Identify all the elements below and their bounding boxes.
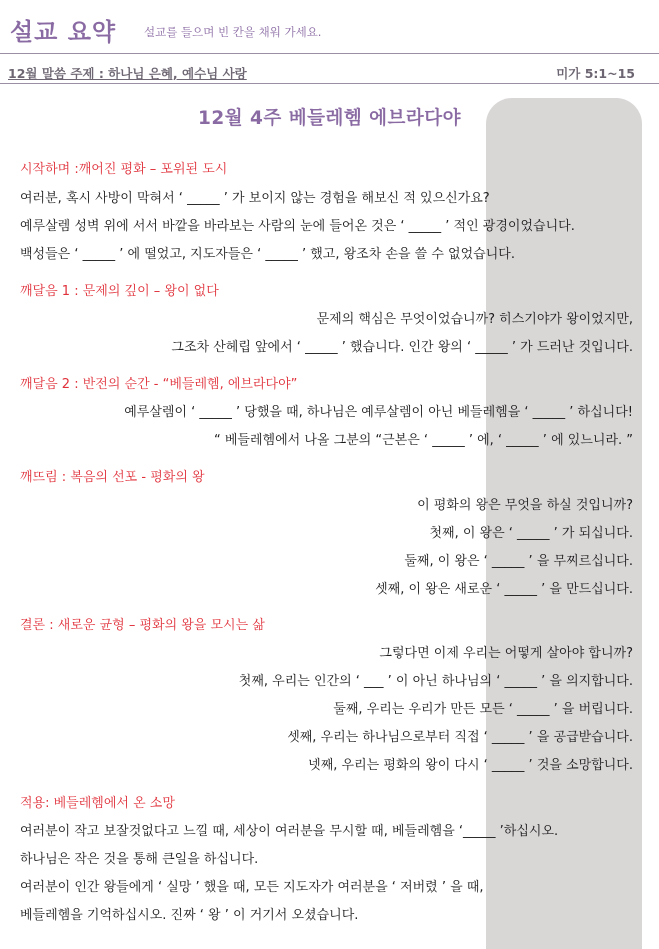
page-subtitle: 설교를 들으며 빈 칸을 채워 가세요. — [144, 25, 322, 39]
application-line-1: 여러분이 작고 보잘것없다고 느낄 때, 세상이 여러분을 무시할 때, 베들레헴을 ‘_____ ’하십시오. — [20, 824, 559, 839]
conclusion-line-1: 그렇다면 이제 우리는 어떻게 살아야 합니까? — [379, 646, 633, 661]
header — [0, 0, 659, 56]
scripture-reference: 미가 5:1~15 — [556, 66, 635, 81]
awakening-line-1: 이 평화의 왕은 무엇을 하실 것입니까? — [417, 498, 633, 513]
conclusion-line-5: 넷째, 우리는 평화의 왕이 다시 ‘ _____ ’ 것을 소망합니다. — [308, 758, 633, 773]
section-heading-insight1: 깨달음 1 : 문제의 깊이 – 왕이 없다 — [20, 284, 219, 299]
monthly-theme-text: 12월 말씀 주제 : 하나님 은혜, 예수님 사랑 — [8, 66, 247, 81]
monthly-theme — [8, 64, 247, 82]
conclusion-line-2: 첫째, 우리는 인간의 ‘ ___ ’ 이 아닌 하나님의 ‘ _____ ’ 을 의지합니다. — [238, 674, 633, 689]
intro-line-2: 예루살렘 성벽 위에 서서 바깥을 바라보는 사람의 눈에 들어온 것은 ‘ _____ ’ 적인 광경이었습니다. — [20, 219, 575, 234]
section-heading-insight2: 깨달음 2 : 반전의 순간 - “베들레헴, 에브라다야” — [20, 377, 298, 392]
awakening-line-4: 셋째, 이 왕은 새로운 ‘ _____ ’ 을 만드십니다. — [375, 582, 633, 597]
intro-line-1: 여러분, 혹시 사방이 막혀서 ‘ _____ ’ 가 보이지 않는 경험을 해보신 적 있으신가요? — [20, 191, 490, 206]
page-title: 설교 요약 — [10, 18, 117, 46]
section-heading-intro: 시작하며 :깨어진 평화 – 포위된 도시 — [20, 162, 228, 177]
awakening-line-2: 첫째, 이 왕은 ‘ _____ ’ 가 되십니다. — [429, 526, 633, 541]
intro-line-3: 백성들은 ‘ _____ ’ 에 떨었고, 지도자들은 ‘ _____ ’ 했고, 왕조차 손을 쓸 수 없었습니다. — [20, 247, 515, 262]
insight2-line-2: “ 베들레헴에서 나올 그분의 “근본은 ‘ _____ ’ 에, ‘ _____ ’ 에 있느니라. ” — [213, 433, 633, 448]
section-heading-application: 적용: 베들레헴에서 온 소망 — [20, 796, 175, 811]
header-divider-bottom — [0, 83, 659, 84]
section-heading-conclusion: 결론 : 새로운 균형 – 평화의 왕을 모시는 삶 — [20, 618, 265, 633]
section-heading-awakening: 깨뜨림 : 복음의 선포 - 평화의 왕 — [20, 470, 205, 485]
application-line-4: 베들레헴을 기억하십시오. 진짜 ‘ 왕 ’ 이 거기서 오셨습니다. — [20, 908, 359, 923]
awakening-line-3: 둘째, 이 왕은 ‘ _____ ’ 을 무찌르십니다. — [404, 554, 633, 569]
application-line-3: 여러분이 인간 왕들에게 ‘ 실망 ’ 했을 때, 모든 지도자가 여러분을 ‘ 저버렸 ’ 을 때, — [20, 880, 484, 895]
application-line-2: 하나님은 작은 것을 통해 큰일을 하십니다. — [20, 852, 259, 867]
conclusion-line-3: 둘째, 우리는 우리가 만든 모든 ‘ _____ ’ 을 버립니다. — [333, 702, 633, 717]
insight1-line-1: 문제의 핵심은 무엇이었습니까? 히스기야가 왕이었지만, — [316, 312, 633, 327]
week-title: 12월 4주 베들레헴 에브라다야 — [197, 108, 462, 129]
insight1-line-2: 그조차 산헤립 앞에서 ‘ _____ ’ 했습니다. 인간 왕의 ‘ _____ ’ 가 드러난 것입니다. — [171, 340, 633, 355]
insight2-line-1: 예루살렘이 ‘ _____ ’ 당했을 때, 하나님은 예루살렘이 아닌 베들레헴을 ‘ _____ ’ 하십니다! — [124, 405, 633, 420]
conclusion-line-4: 셋째, 우리는 하나님으로부터 직접 ‘ _____ ’ 을 공급받습니다. — [287, 730, 633, 745]
header-divider-top — [0, 53, 659, 54]
